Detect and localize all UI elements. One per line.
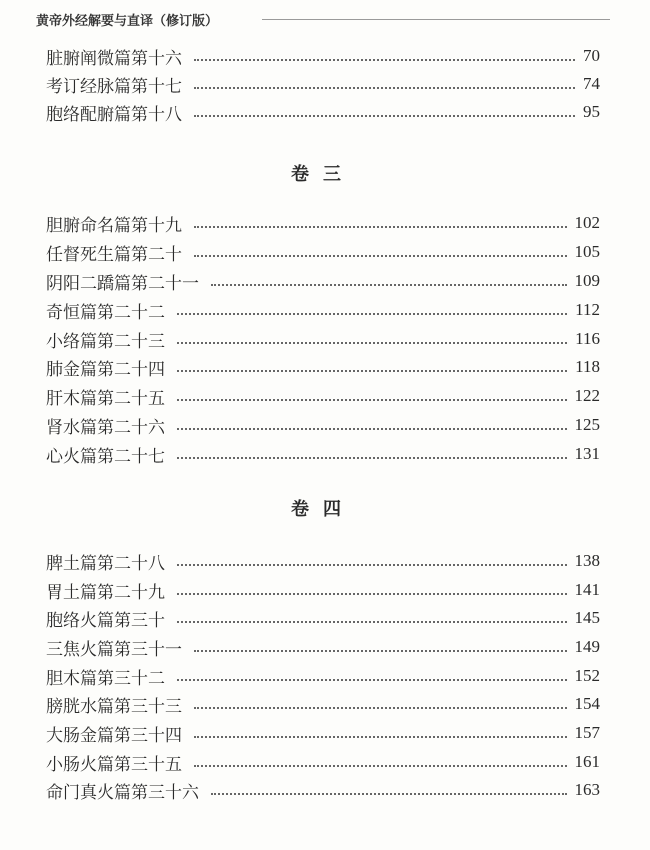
header-rule — [262, 19, 610, 20]
toc-entry-page: 152 — [574, 666, 600, 685]
toc-entry-title: 小络篇第二十三 — [46, 331, 165, 352]
toc-entry[interactable] — [46, 578, 600, 602]
toc-entry-title: 三焦火篇第三十一 — [46, 639, 182, 660]
dot-leader — [194, 226, 567, 228]
toc-entry-page: 102 — [574, 213, 600, 232]
toc-entry-title: 命门真火篇第三十六 — [46, 782, 199, 803]
dot-leader — [211, 284, 567, 286]
dot-leader — [177, 679, 567, 681]
toc-entry-page: 131 — [574, 444, 600, 463]
toc-entry-page: 116 — [575, 329, 600, 348]
toc-entry-title: 胞络火篇第三十 — [46, 610, 165, 631]
dot-leader — [177, 621, 567, 623]
toc-entry[interactable] — [46, 721, 600, 745]
toc-entry-page: 74 — [583, 74, 600, 93]
toc-entry[interactable] — [46, 750, 600, 774]
dot-leader — [194, 59, 575, 61]
toc-entry-page: 145 — [574, 608, 600, 627]
toc-entry[interactable] — [46, 298, 600, 322]
toc-entry[interactable] — [46, 606, 600, 630]
toc-entry-page: 161 — [574, 752, 600, 771]
toc-entry-title: 膀胱水篇第三十三 — [46, 696, 182, 717]
toc-entry-title: 奇恒篇第二十二 — [46, 302, 165, 323]
toc-entry[interactable] — [46, 384, 600, 408]
dot-leader — [194, 736, 567, 738]
toc-entry-page: 125 — [574, 415, 600, 434]
toc-entry-title: 大肠金篇第三十四 — [46, 725, 182, 746]
toc-entry-page: 149 — [574, 637, 600, 656]
dot-leader — [177, 593, 567, 595]
toc-entry-title: 胃土篇第二十九 — [46, 582, 165, 603]
toc-entry-page: 105 — [574, 242, 600, 261]
dot-leader — [194, 650, 567, 652]
toc-entry[interactable] — [46, 355, 600, 379]
toc-entry-page: 70 — [583, 46, 600, 65]
toc-entry[interactable] — [46, 778, 600, 802]
toc-entry-page: 109 — [574, 271, 600, 290]
dot-leader — [177, 399, 567, 401]
running-header: 黄帝外经解要与直译（修订版） — [36, 14, 219, 29]
toc-entry-page: 95 — [583, 102, 600, 121]
toc-entry-page: 118 — [575, 357, 600, 376]
toc-entry[interactable] — [46, 549, 600, 573]
toc-entry-title: 考订经脉篇第十七 — [46, 76, 182, 97]
volume-heading: 卷三 — [291, 164, 355, 185]
toc-entry[interactable] — [46, 211, 600, 235]
toc-entry-title: 脾土篇第二十八 — [46, 553, 165, 574]
dot-leader — [177, 370, 567, 372]
toc-entry-page: 157 — [574, 723, 600, 742]
toc-entry[interactable] — [46, 635, 600, 659]
dot-leader — [177, 564, 567, 566]
dot-leader — [194, 765, 567, 767]
toc-entry-title: 肾水篇第二十六 — [46, 417, 165, 438]
toc-entry[interactable] — [46, 240, 600, 264]
toc-entry[interactable] — [46, 327, 600, 351]
dot-leader — [211, 793, 567, 795]
toc-entry-title: 肺金篇第二十四 — [46, 359, 165, 380]
dot-leader — [194, 255, 567, 257]
toc-entry[interactable] — [46, 100, 600, 124]
dot-leader — [177, 342, 567, 344]
toc-entry-page: 138 — [574, 551, 600, 570]
toc-entry-page: 122 — [574, 386, 600, 405]
toc-entry-title: 胆腑命名篇第十九 — [46, 215, 182, 236]
toc-entry-title: 心火篇第二十七 — [46, 446, 165, 467]
dot-leader — [177, 313, 567, 315]
toc-entry-title: 脏腑阐微篇第十六 — [46, 48, 182, 69]
dot-leader — [194, 707, 567, 709]
toc-entry-title: 任督死生篇第二十 — [46, 244, 182, 265]
toc-entry-title: 胆木篇第三十二 — [46, 668, 165, 689]
toc-entry-title: 肝木篇第二十五 — [46, 388, 165, 409]
toc-entry-title: 阴阳二蹻篇第二十一 — [46, 273, 199, 294]
toc-entry[interactable] — [46, 44, 600, 68]
dot-leader — [177, 428, 567, 430]
dot-leader — [177, 457, 567, 459]
toc-entry-page: 141 — [574, 580, 600, 599]
toc-entry-title: 胞络配腑篇第十八 — [46, 104, 182, 125]
toc-entry-page: 163 — [574, 780, 600, 799]
toc-entry[interactable] — [46, 692, 600, 716]
dot-leader — [194, 115, 575, 117]
volume-heading: 卷四 — [291, 499, 355, 520]
toc-entry-title: 小肠火篇第三十五 — [46, 754, 182, 775]
toc-entry-page: 112 — [575, 300, 600, 319]
dot-leader — [194, 87, 575, 89]
toc-entry[interactable] — [46, 72, 600, 96]
toc-entry[interactable] — [46, 442, 600, 466]
toc-entry[interactable] — [46, 269, 600, 293]
toc-entry[interactable] — [46, 664, 600, 688]
toc-entry-page: 154 — [574, 694, 600, 713]
toc-entry[interactable] — [46, 413, 600, 437]
